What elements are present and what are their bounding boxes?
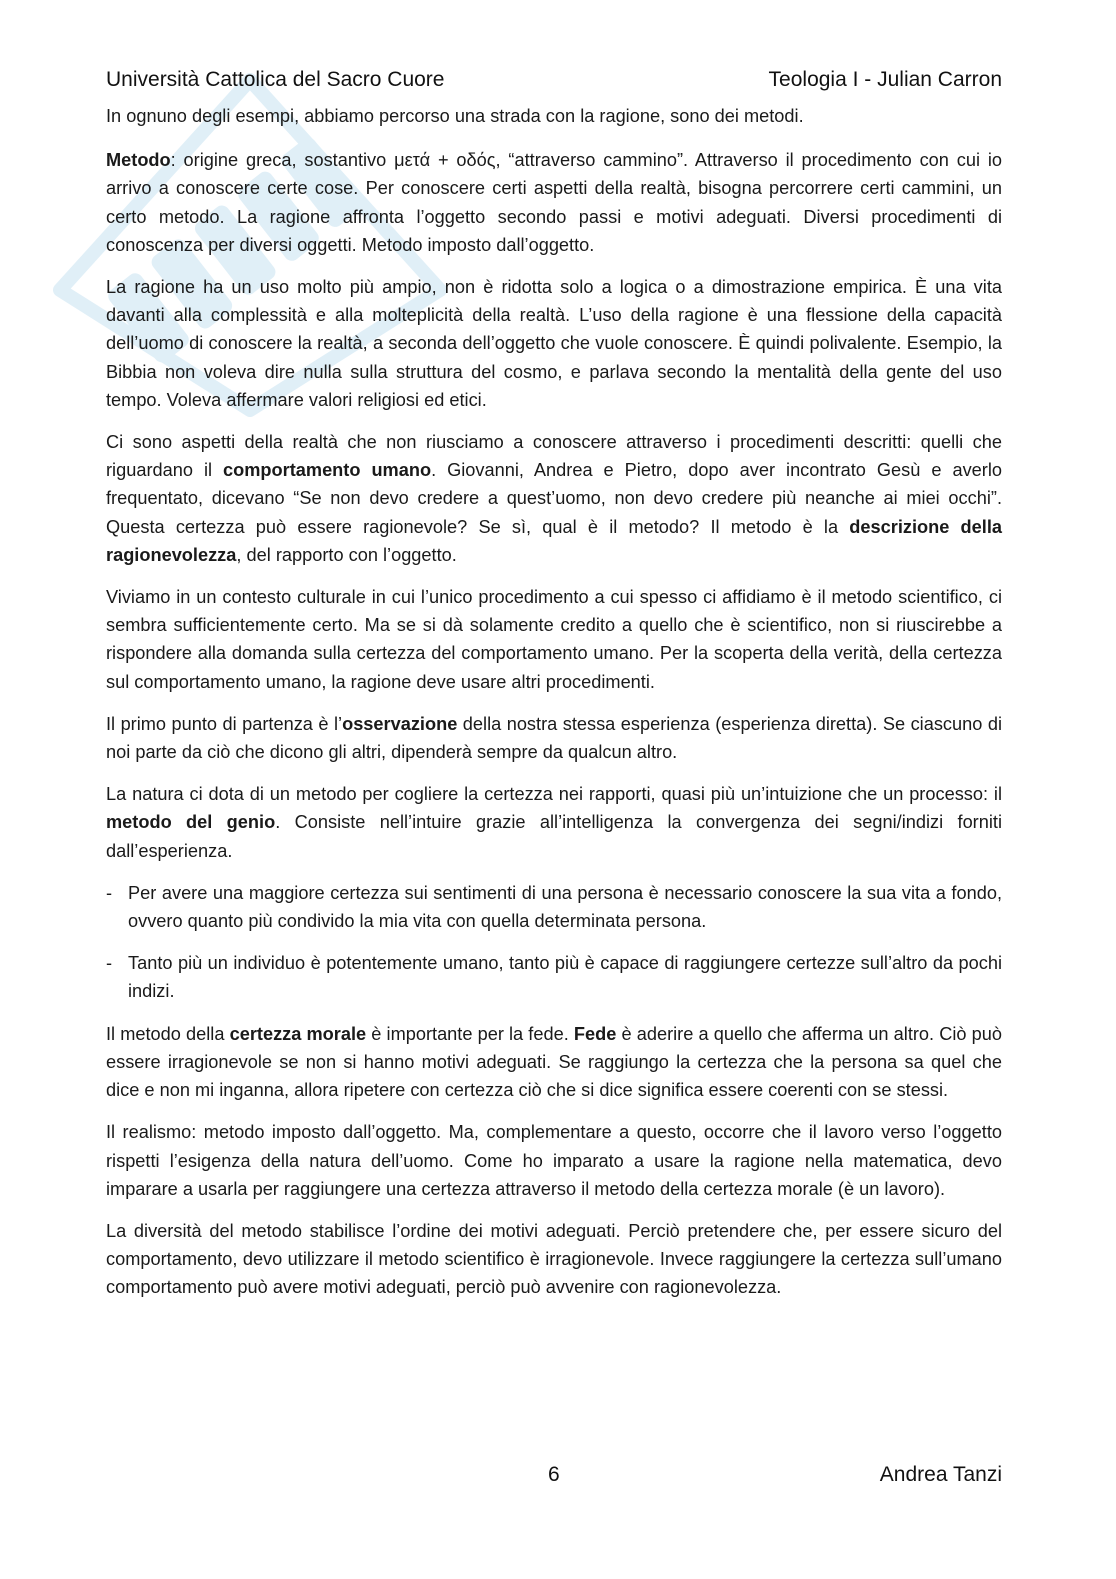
term-metodo: Metodo [106, 150, 171, 171]
term-comportamento-umano: comportamento umano [223, 460, 432, 481]
paragraph-comportamento: Ci sono aspetti della realtà che non riusciamo a conoscere attraverso i procedimenti descritti: quelli che riguardano il comportamento umano. Giovanni, Andrea e Pietro, dopo aver incontrato Gesù e averlo frequentato, dicevano “Se non devo credere a quest’uomo, non devo credere più neanche ai miei occhi”. Questa certezza può essere ragionevole? Se sì, qual è il metodo? Il metodo è la descrizione della ragionevolezza, del rapporto con l’oggetto. [106, 432, 1002, 565]
paragraph-intro: In ognuno degli esempi, abbiamo percorso una strada con la ragione, sono dei metodi. [106, 106, 804, 126]
list-item-text: Tanto più un individuo è potentemente umano, tanto più è capace di raggiungere certezze sull’altro da pochi indizi. [128, 953, 1002, 1002]
term-fede: Fede [573, 1023, 617, 1044]
list-item [106, 879, 1002, 935]
paragraph-contesto: Viviamo in un contesto culturale in cui l’unico procedimento a cui spesso ci affidiamo è il metodo scientifico, ci sembra sufficientemente certo. Ma se si dà solamente credito a quello che è scientifico, non si riuscirebbe a rispondere alla domanda sulla certezza del comportamento umano. Per la scoperta della verità, della certezza sul comportamento umano, la ragione deve usare altri procedimenti. [106, 587, 1002, 692]
page-number: 6 [548, 1463, 560, 1486]
paragraph-metodo: Metodo: origine greca, sostantivo μετά + οδός, “attraverso cammino”. Attraverso il procedimento con cui io arrivo a conoscere certe cose. Per conoscere certi aspetti della realtà, bisogna percorrere certi cammini, un certo metodo. La ragione affronta l’oggetto secondo passi e motivi adeguati. Diversi procedimenti di conoscenza per diversi oggetti. Metodo imposto dall’oggetto. [106, 150, 1002, 255]
paragraph-diversita: La diversità del metodo stabilisce l’ordine dei motivi adeguati. Perciò pretendere che, per essere sicuro del comportamento, devo utilizzare il metodo scientifico è irragionevole. Invece raggiungere la certezza sull’umano comportamento può avere motivi adeguati, perciò può avvenire con ragionevolezza. [106, 1220, 1002, 1298]
header-university: Università Cattolica del Sacro Cuore [106, 68, 445, 91]
term-metodo-genio: metodo del genio [106, 812, 276, 833]
paragraph-realismo: Il realismo: metodo imposto dall’oggetto. Ma, complementare a questo, occorre che il lavoro verso l’oggetto rispetti l’esigenza della natura dell’uomo. Come ho imparato a usare la ragione nella matematica, devo imparare a usarla per raggiungere una certezza attraverso il metodo della certezza morale (è un lavoro). [106, 1122, 1002, 1199]
term-descrizione-ragionevolezza: descrizione della ragionevolezza [106, 516, 1002, 565]
bullet-dash: - [106, 882, 113, 903]
list-item [106, 949, 1002, 1005]
paragraph-ragione: La ragione ha un uso molto più ampio, non è ridotta solo a logica o a dimostrazione empirica. È una vita davanti alla complessità e alla molteplicità della realtà. L’uso della ragione è una flessione della capacità dell’uomo di conoscere la realtà, a seconda dell’oggetto che vuole conoscere. È quindi polivalente. Esempio, la Bibbia non voleva dire nulla sulla struttura del cosmo, e parlava secondo la mentalità della gente del uso tempo. Voleva affermare valori religiosi ed etici. [106, 277, 1002, 410]
list-item-text: Per avere una maggiore certezza sui sentimenti di una persona è necessario conoscere la sua vita a fondo, ovvero quanto più condivido la mia vita con quella determinata persona. [128, 882, 1002, 932]
paragraph-certezza-morale: Il metodo della certezza morale è importante per la fede. Fede è aderire a quello che afferma un altro. Ciò può essere irragionevole se non si hanno motivi adeguati. Se raggiungo la certezza che la persona sa quel che dice e non mi inganna, allora ripetere con certezza ciò che si dice significa essere coerenti con se stessi. [106, 1023, 1003, 1101]
paragraph-genio: La natura ci dota di un metodo per cogliere la certezza nei rapporti, quasi più un’intuizione che un processo: il metodo del genio. Consiste nell’intuire grazie all’intelligenza la convergenza dei segni/indizi forniti dall’esperienza. [106, 784, 1002, 861]
bullet-dash: - [106, 953, 113, 974]
term-osservazione: osservazione [342, 713, 458, 734]
page-header [106, 67, 1002, 93]
term-certezza-morale: certezza morale [229, 1023, 367, 1044]
footer-author: Andrea Tanzi [879, 1463, 1002, 1486]
paragraph-osservazione: Il primo punto di partenza è l’osservazione della nostra stessa esperienza (esperienza diretta). Se ciascuno di noi parte da ciò che dicono gli altri, dipenderà sempre da qualcun altro. [106, 713, 1002, 763]
header-course: Teologia I - Julian Carron [768, 68, 1002, 91]
document-body [106, 102, 1002, 1316]
